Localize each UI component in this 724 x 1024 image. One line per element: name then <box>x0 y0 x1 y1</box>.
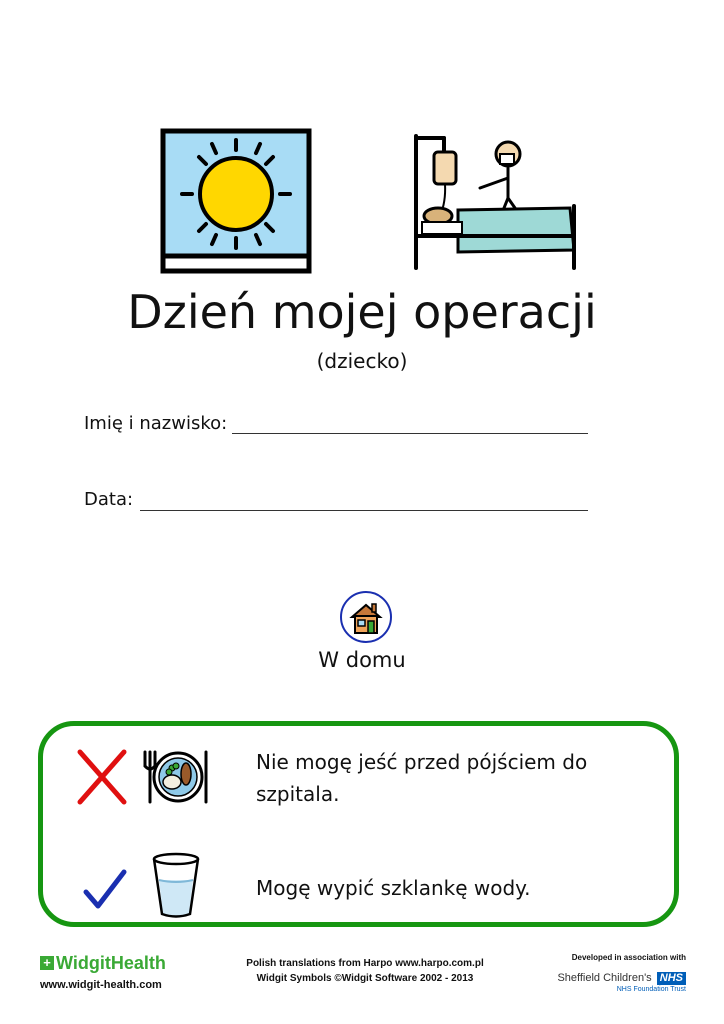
sheffield-org: Sheffield Children's <box>557 972 652 984</box>
rule-not-allowed-text <box>256 746 587 810</box>
website-link[interactable]: www.widgit-health.com <box>40 979 162 991</box>
hospital-bed-icon <box>410 130 582 270</box>
home-caption: W domu <box>318 648 406 672</box>
date-field-label: Data: <box>84 489 134 510</box>
checkmark-icon <box>82 866 128 912</box>
widgit-health-logo <box>40 952 166 974</box>
name-field[interactable] <box>232 433 588 434</box>
sheffield-nhs-logo <box>556 966 686 993</box>
home-icon <box>339 590 393 644</box>
name-field-label: Imię i nazwisko: <box>84 413 228 434</box>
page-subtitle: (dziecko) <box>316 349 408 373</box>
copyright-line: Widgit Symbols ©Widgit Software 2002 - 2013 <box>256 973 474 984</box>
translation-credit: Polish translations from Harpo www.harpo.com.pl <box>246 958 484 969</box>
brand-health: Health <box>110 952 166 973</box>
nhs-trust: NHS Foundation Trust <box>616 986 686 993</box>
rule-allowed-text: Mogę wypić szklankę wody. <box>256 876 531 900</box>
plate-meal-icon <box>142 748 212 806</box>
page-title: Dzień mojej operacji <box>127 285 597 339</box>
plus-icon: + <box>40 956 54 970</box>
association-note: Developed in association with <box>571 953 686 962</box>
daytime-icon <box>160 128 312 274</box>
date-field[interactable] <box>140 510 588 511</box>
nhs-badge: NHS <box>657 972 686 985</box>
cross-icon <box>74 748 130 806</box>
glass-of-water-icon <box>150 852 202 920</box>
brand-widgit: Widgit <box>56 952 111 973</box>
footer-center <box>200 956 530 986</box>
rule-not-allowed-line2: szpitala. <box>256 782 340 806</box>
rule-not-allowed-line1: Nie mogę jeść przed pójściem do <box>256 750 588 774</box>
